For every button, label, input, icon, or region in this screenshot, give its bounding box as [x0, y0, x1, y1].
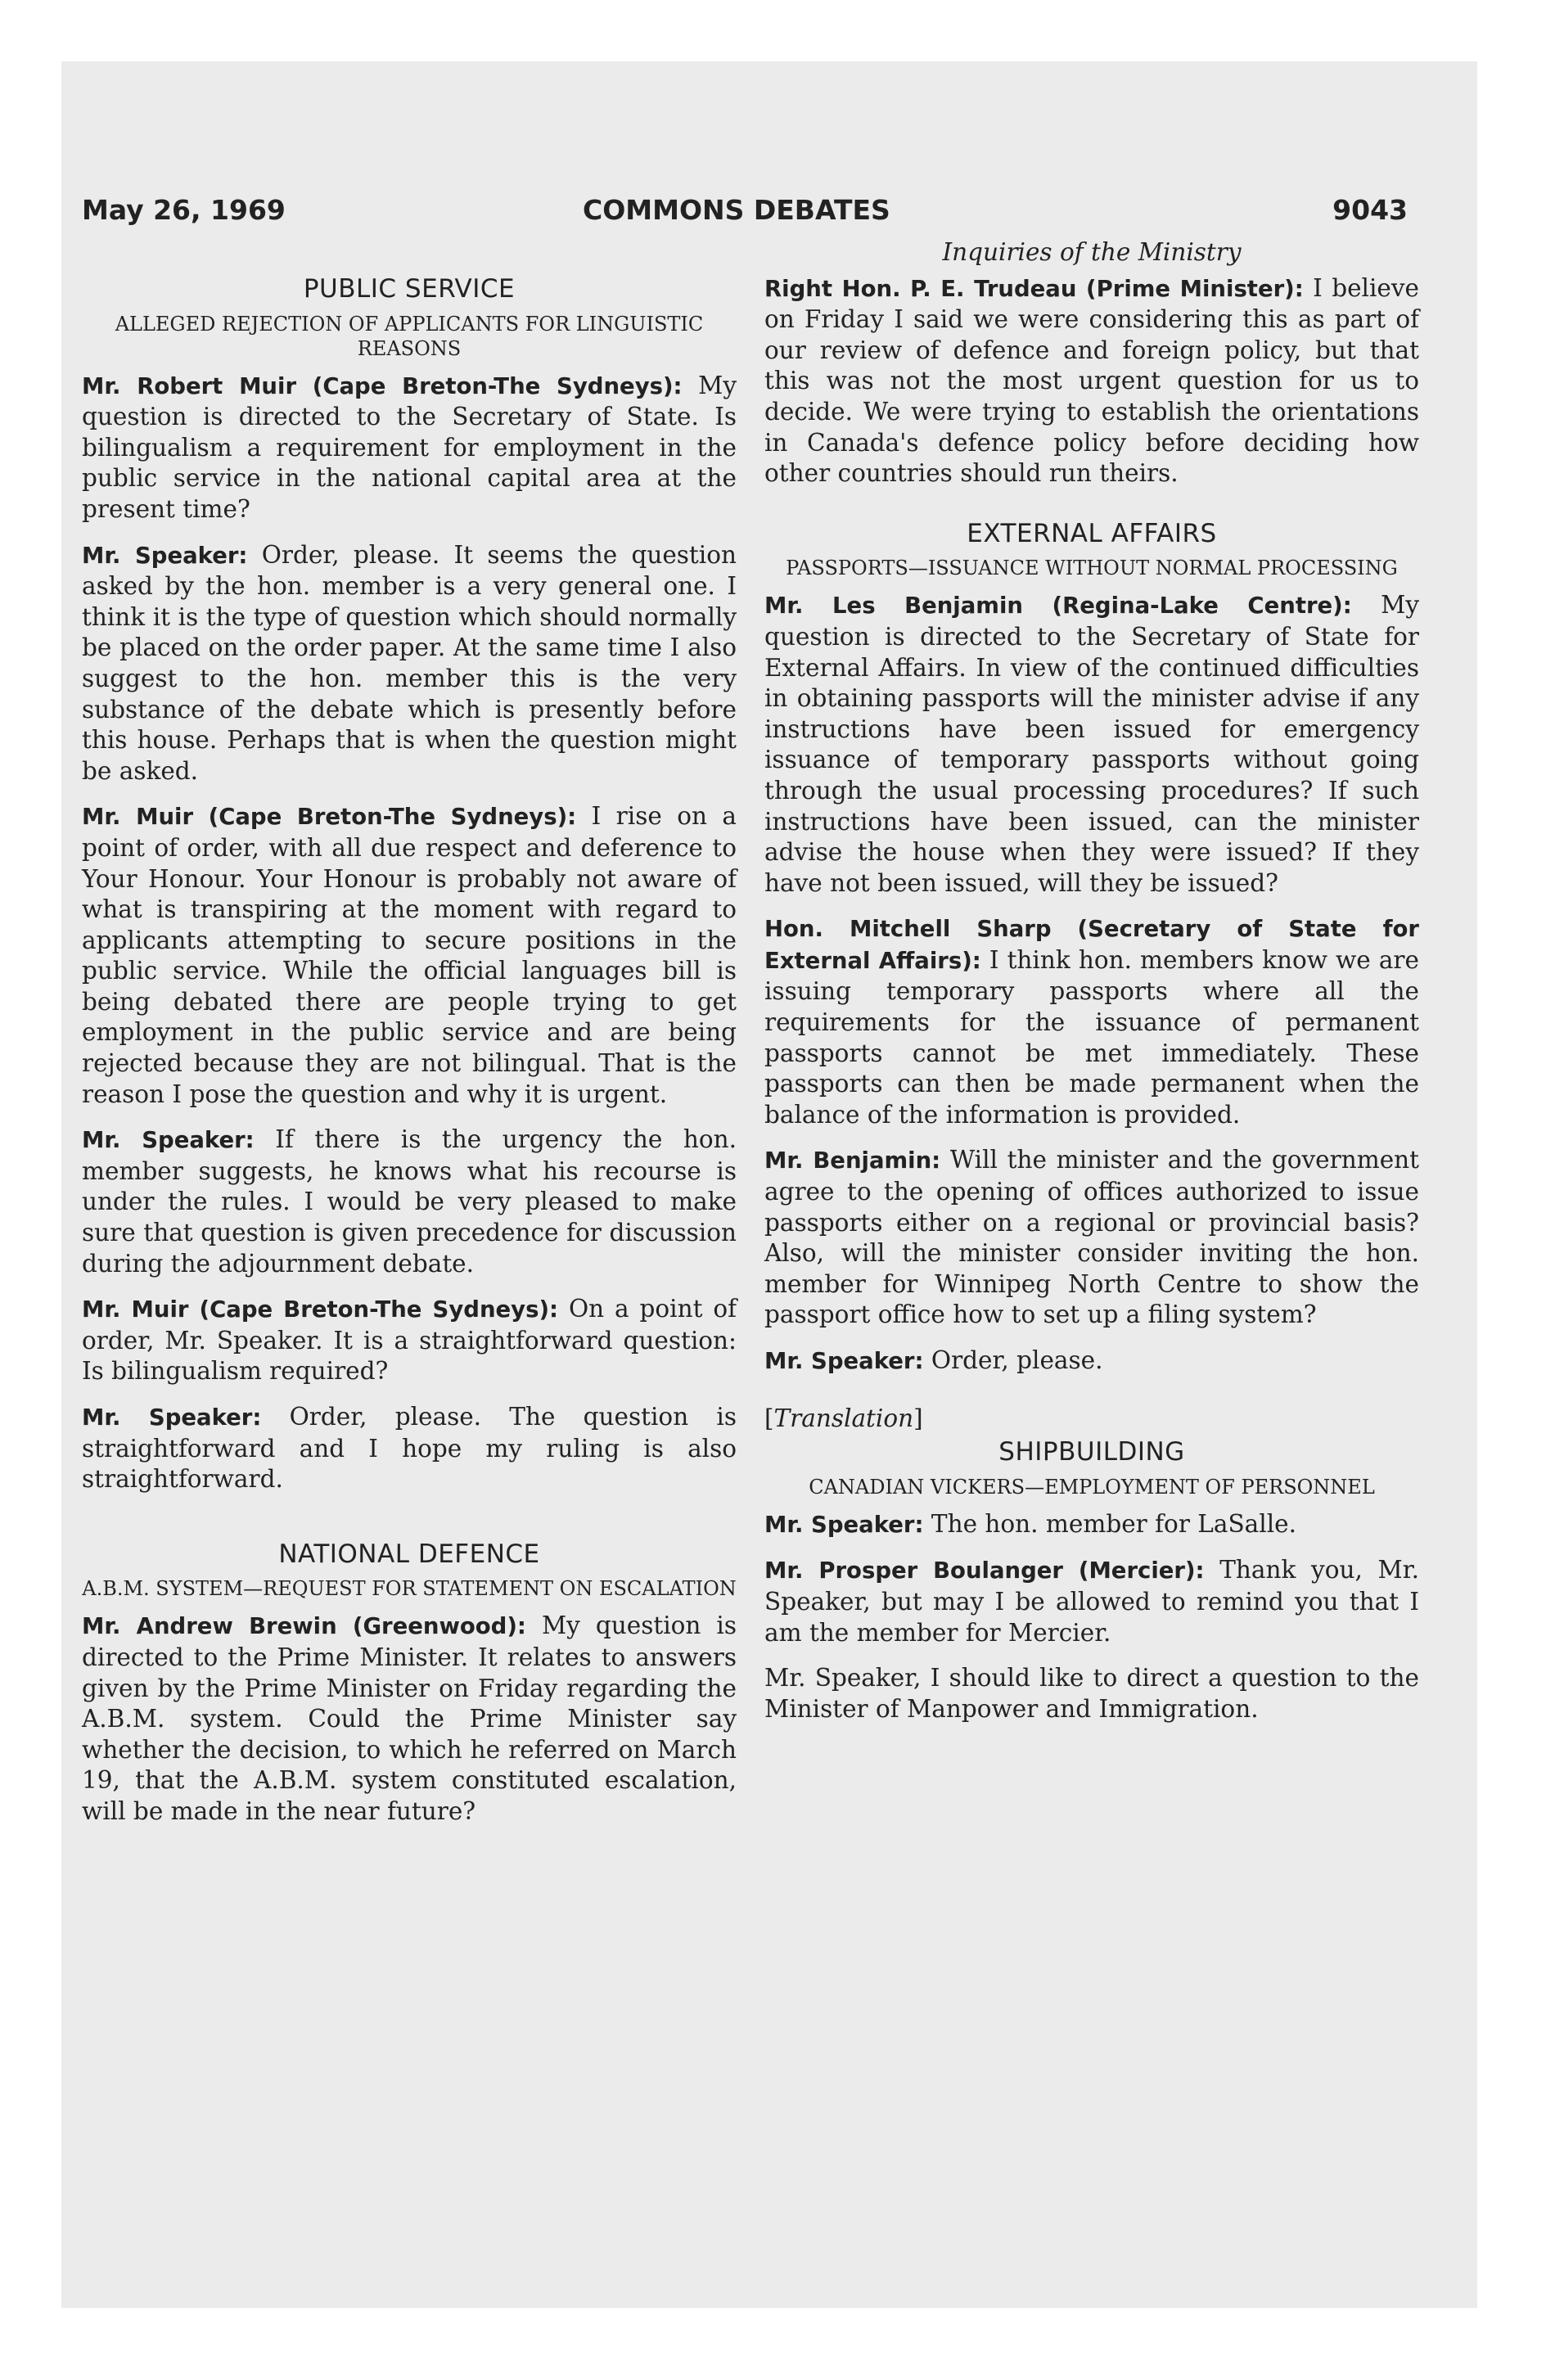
speech-text: Will the minister and the government agree to the opening of offices authorized to issue passports either on a regional or provincial basis? Also, will the minister consider inviting the hon. member for Winnipeg North Centre to show the passport office how to set up a filing system?: [764, 1146, 1420, 1329]
paragraph: [82, 1294, 737, 1387]
speaker-name: Mr. Speaker:: [82, 1127, 255, 1154]
speaker-name: Mr. Benjamin:: [764, 1147, 941, 1174]
speaker-name: Mr. Speaker:: [764, 1511, 924, 1538]
paragraph: [764, 1346, 1419, 1377]
speech-text: My question is directed to the Secretary of State. Is bilingualism a requirement for employment in the public service in the national capital area at the present time?: [82, 371, 737, 523]
speech-text: I rise on a point of order, with all due respect and deference to Your Honour. Your Honour is probably not aware of what is transpiring at the moment with regard to applicants attempting to secure positions in the public service. While the official languages bill is being debated there are people trying to get employment in the public service and are being rejected because they are not bilingual. That is the reason I pose the question and why it is urgent.: [82, 802, 737, 1108]
speaker-name: Mr. Speaker:: [764, 1348, 924, 1374]
paragraph: [82, 1125, 737, 1279]
speaker-name: Mr. Les Benjamin (Regina-Lake Centre):: [764, 593, 1352, 620]
section-heading-shipbuilding: SHIPBUILDING: [998, 1437, 1185, 1467]
running-head: Inquiries of the Ministry: [942, 238, 1242, 266]
paragraph: [82, 371, 737, 525]
paragraph: [82, 1402, 737, 1495]
speaker-name: Mr. Muir (Cape Breton-The Sydneys):: [82, 804, 577, 831]
left-column: [82, 237, 737, 1842]
subheading-canadian-vickers: CANADIAN VICKERS—EMPLOYMENT OF PERSONNEL: [809, 1475, 1375, 1499]
speech-text: I believe on Friday I said we were considering this as part of our review of defence and foreign policy, but that this was not the most urgent question for us to decide. We were trying to establish the orientations in Canada's defence policy before deciding how other countries should run theirs.: [764, 273, 1419, 488]
speech-text: My question is directed to the Secretary of State for External Affairs. In view of the continued difficulties in obtaining passports will the minister advise if any instructions have been issued for emergency issuance of temporary passports without going through the usual processing procedures? If such instructions have been issued, can the minister advise the house when they were issued? If they have not been issued, will they be issued?: [764, 591, 1419, 897]
paragraph: [764, 273, 1419, 489]
paragraph: [764, 913, 1419, 1130]
paragraph: [82, 540, 737, 787]
speaker-name: Hon. Mitchell Sharp (Secretary of State for External Affairs):: [764, 916, 1419, 974]
paragraph: [764, 1509, 1419, 1541]
right-column: [764, 237, 1419, 1739]
header-title: COMMONS DEBATES: [583, 194, 890, 226]
speech-text: On a point of order, Mr. Speaker. It is a straightforward question: Is bilingualism required?: [82, 1295, 737, 1386]
paragraph: [764, 1555, 1419, 1648]
subheading-abm-system: A.B.M. SYSTEM—REQUEST FOR STATEMENT ON ESCALATION: [82, 1577, 737, 1601]
translation-label: Translation: [773, 1404, 914, 1432]
speaker-name: Mr. Speaker:: [82, 542, 248, 569]
speech-text: Order, please. The question is straightforward and I hope my ruling is also straightforward.: [82, 1403, 737, 1494]
translation-note: [Translation]: [764, 1404, 923, 1432]
paragraph: [764, 590, 1419, 899]
speech-text: Order, please. It seems the question asked by the hon. member is a very general one. I think it is the type of question which should normally be placed on the order paper. At the same time I also suggest to the hon. member this is the very substance of the debate which is presently before this house. Perhaps that is when the question might be asked.: [82, 540, 737, 785]
speech-text: Thank you, Mr. Speaker, but may I be allowed to remind you that I am the member for Mercier.: [764, 1556, 1419, 1647]
speech-text: My question is directed to the Prime Minister. It relates to answers given by the Prime Minister on Friday regarding the A.B.M. system. Could the Prime Minister say whether the decision, to which he referred on March 19, that the A.B.M. system constituted escalation, will be made in the near future?: [82, 1611, 737, 1825]
speaker-name: Mr. Muir (Cape Breton-The Sydneys):: [82, 1296, 559, 1323]
subheading-passports: PASSPORTS—ISSUANCE WITHOUT NORMAL PROCESSING: [786, 557, 1398, 580]
speech-text: Mr. Speaker, I should like to direct a question to the Minister of Manpower and Immigration.: [764, 1664, 1419, 1723]
speech-text: The hon. member for LaSalle.: [931, 1509, 1296, 1538]
speaker-name: Mr. Robert Muir (Cape Breton-The Sydneys):: [82, 372, 683, 399]
speaker-name: Right Hon. P. E. Trudeau (Prime Minister):: [764, 275, 1304, 302]
section-heading-national-defence: NATIONAL DEFENCE: [278, 1539, 540, 1569]
paragraph: [82, 801, 737, 1110]
speech-text: Order, please.: [931, 1346, 1103, 1374]
paragraph: [82, 1611, 737, 1827]
paragraph: [764, 1663, 1419, 1724]
speaker-name: Mr. Andrew Brewin (Greenwood):: [82, 1613, 526, 1640]
speech-text: If there is the urgency the hon. member suggests, he knows what his recourse is under the rules. I would be very pleased to make sure that question is given precedence for discussion during the adjournment debate.: [82, 1125, 737, 1278]
paragraph: [764, 1145, 1419, 1331]
speaker-name: Mr. Speaker:: [82, 1404, 262, 1431]
section-heading-public-service: PUBLIC SERVICE: [303, 274, 516, 304]
speaker-name: Mr. Prosper Boulanger (Mercier):: [764, 1557, 1205, 1584]
speech-text: I think hon. members know we are issuing temporary passports where all the requirements for the issuance of permanent passports cannot be met immediately. These passports can then be made permanent when the balance of the information is provided.: [764, 945, 1419, 1129]
page-header: [82, 194, 1408, 235]
section-heading-external-affairs: EXTERNAL AFFAIRS: [967, 518, 1217, 548]
subheading-alleged-rejection: ALLEGED REJECTION OF APPLICANTS FOR LINGUISTIC REASONS: [115, 312, 704, 360]
header-date: May 26, 1969: [82, 194, 286, 226]
header-page-number: 9043: [1332, 194, 1408, 226]
